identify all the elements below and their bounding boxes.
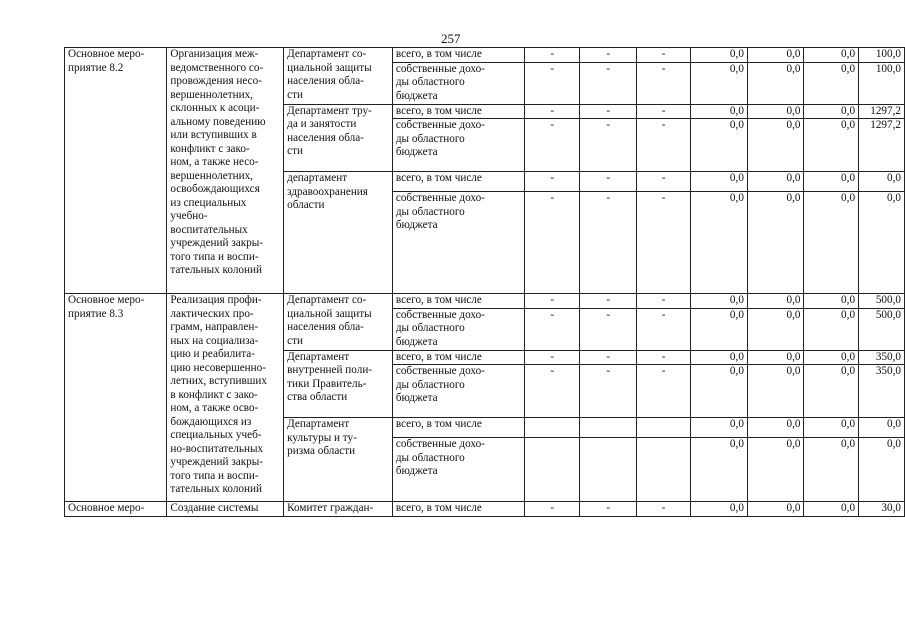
department-name: Комитет граждан-	[284, 502, 393, 517]
amount-cell-3: -	[636, 308, 690, 350]
funding-source: всего, в том числе	[392, 502, 524, 517]
amount-cell-5: 0,0	[747, 48, 804, 63]
amount-cell-2: -	[580, 172, 636, 192]
department-name: Департамент со- циальной защиты населения обла- сти	[284, 294, 393, 351]
amount-cell-3: -	[636, 104, 690, 119]
amount-cell-1: -	[525, 502, 580, 517]
amount-cell-5: 0,0	[747, 365, 804, 418]
amount-cell-6: 0,0	[804, 192, 859, 294]
amount-cell-1: -	[525, 119, 580, 172]
amount-cell-2: -	[580, 119, 636, 172]
department-name: Департамент внутренней поли- тики Правитель- ства области	[284, 350, 393, 418]
amount-cell-2: -	[580, 502, 636, 517]
amount-cell-6: 0,0	[804, 308, 859, 350]
amount-cell-5: 0,0	[747, 438, 804, 502]
amount-cell-1: -	[525, 48, 580, 63]
amount-cell-6: 0,0	[804, 119, 859, 172]
amount-cell-2: -	[580, 308, 636, 350]
amount-cell-7: 1297,2	[859, 119, 905, 172]
amount-cell-1: -	[525, 308, 580, 350]
amount-cell-7: 500,0	[859, 308, 905, 350]
amount-cell-7: 350,0	[859, 350, 905, 365]
amount-cell-2	[580, 418, 636, 438]
amount-cell-5: 0,0	[747, 350, 804, 365]
measure-name: Основное меро- приятие 8.3	[65, 294, 167, 502]
amount-cell-4: 0,0	[691, 350, 748, 365]
amount-cell-1: -	[525, 192, 580, 294]
funding-source: всего, в том числе	[392, 48, 524, 63]
funding-source: всего, в том числе	[392, 350, 524, 365]
amount-cell-6: 0,0	[804, 502, 859, 517]
amount-cell-6: 0,0	[804, 350, 859, 365]
amount-cell-3: -	[636, 365, 690, 418]
page-number: 257	[441, 31, 461, 46]
table-row	[65, 294, 905, 309]
amount-cell-4: 0,0	[691, 48, 748, 63]
amount-cell-3: -	[636, 62, 690, 104]
measure-description: Создание системы	[167, 502, 284, 517]
amount-cell-6: 0,0	[804, 172, 859, 192]
funding-source: собственные дохо- ды областного бюджета	[392, 62, 524, 104]
amount-cell-4: 0,0	[691, 104, 748, 119]
amount-cell-2: -	[580, 62, 636, 104]
amount-cell-3: -	[636, 172, 690, 192]
amount-cell-1: -	[525, 62, 580, 104]
amount-cell-7: 0,0	[859, 418, 905, 438]
amount-cell-3: -	[636, 350, 690, 365]
amount-cell-1	[525, 418, 580, 438]
amount-cell-6: 0,0	[804, 365, 859, 418]
amount-cell-5: 0,0	[747, 418, 804, 438]
amount-cell-6: 0,0	[804, 62, 859, 104]
department-name: Департамент культуры и ту- ризма области	[284, 418, 393, 502]
department-name: департамент здравоохранения области	[284, 172, 393, 294]
amount-cell-4: 0,0	[691, 502, 748, 517]
funding-source: собственные дохо- ды областного бюджета	[392, 119, 524, 172]
budget-table	[64, 47, 905, 517]
funding-source: всего, в том числе	[392, 104, 524, 119]
measure-description: Организация меж- ведомственного со- провождения несо- вершеннолетних, склонных к асоци- альному поведению или вступивших в конфликт с зако- ном, а также несо- вершеннолетних, освобождающихся из специальных учебно- воспитательных учреждений закры- того типа и воспи- тательных колоний	[167, 48, 284, 294]
amount-cell-1: -	[525, 365, 580, 418]
amount-cell-4: 0,0	[691, 192, 748, 294]
funding-source: собственные дохо- ды областного бюджета	[392, 192, 524, 294]
amount-cell-3	[636, 438, 690, 502]
amount-cell-5: 0,0	[747, 104, 804, 119]
amount-cell-7: 0,0	[859, 172, 905, 192]
amount-cell-5: 0,0	[747, 294, 804, 309]
funding-source: собственные дохо- ды областного бюджета	[392, 365, 524, 418]
amount-cell-4: 0,0	[691, 308, 748, 350]
amount-cell-3: -	[636, 48, 690, 63]
amount-cell-4: 0,0	[691, 438, 748, 502]
amount-cell-3: -	[636, 502, 690, 517]
amount-cell-7: 100,0	[859, 48, 905, 63]
amount-cell-5: 0,0	[747, 502, 804, 517]
amount-cell-6: 0,0	[804, 294, 859, 309]
amount-cell-2: -	[580, 350, 636, 365]
amount-cell-4: 0,0	[691, 62, 748, 104]
amount-cell-4: 0,0	[691, 294, 748, 309]
measure-name: Основное меро- приятие 8.2	[65, 48, 167, 294]
table-row	[65, 48, 905, 63]
amount-cell-3: -	[636, 119, 690, 172]
amount-cell-2: -	[580, 48, 636, 63]
amount-cell-2: -	[580, 104, 636, 119]
amount-cell-3: -	[636, 192, 690, 294]
amount-cell-4: 0,0	[691, 365, 748, 418]
amount-cell-5: 0,0	[747, 62, 804, 104]
amount-cell-7: 0,0	[859, 438, 905, 502]
amount-cell-1: -	[525, 294, 580, 309]
amount-cell-2: -	[580, 192, 636, 294]
amount-cell-4: 0,0	[691, 172, 748, 192]
amount-cell-2: -	[580, 294, 636, 309]
amount-cell-2	[580, 438, 636, 502]
amount-cell-5: 0,0	[747, 172, 804, 192]
amount-cell-7: 0,0	[859, 192, 905, 294]
amount-cell-5: 0,0	[747, 119, 804, 172]
amount-cell-7: 350,0	[859, 365, 905, 418]
amount-cell-6: 0,0	[804, 438, 859, 502]
amount-cell-1: -	[525, 172, 580, 192]
amount-cell-6: 0,0	[804, 104, 859, 119]
funding-source: всего, в том числе	[392, 418, 524, 438]
funding-source: всего, в том числе	[392, 172, 524, 192]
amount-cell-4: 0,0	[691, 119, 748, 172]
amount-cell-1: -	[525, 104, 580, 119]
amount-cell-7: 500,0	[859, 294, 905, 309]
department-name: Департамент со- циальной защиты населения обла- сти	[284, 48, 393, 105]
amount-cell-1: -	[525, 350, 580, 365]
amount-cell-5: 0,0	[747, 308, 804, 350]
funding-source: всего, в том числе	[392, 294, 524, 309]
measure-description: Реализация профи- лактических про- грамм, направлен- ных на социализа- цию и реабилита- цию несовершенно- летних, вступивших в конфликт с зако- ном, а также осво- бождающихся из специальных учеб- но-воспитательных учреждений закры- того типа и воспи- тательных колоний	[167, 294, 284, 502]
amount-cell-3: -	[636, 294, 690, 309]
amount-cell-3	[636, 418, 690, 438]
amount-cell-2: -	[580, 365, 636, 418]
department-name: Департамент тру- да и занятости населения обла- сти	[284, 104, 393, 172]
amount-cell-5: 0,0	[747, 192, 804, 294]
amount-cell-7: 30,0	[859, 502, 905, 517]
amount-cell-6: 0,0	[804, 418, 859, 438]
measure-name: Основное меро-	[65, 502, 167, 517]
funding-source: собственные дохо- ды областного бюджета	[392, 438, 524, 502]
amount-cell-1	[525, 438, 580, 502]
amount-cell-7: 1297,2	[859, 104, 905, 119]
amount-cell-7: 100,0	[859, 62, 905, 104]
table-row	[65, 502, 905, 517]
amount-cell-6: 0,0	[804, 48, 859, 63]
amount-cell-4: 0,0	[691, 418, 748, 438]
funding-source: собственные дохо- ды областного бюджета	[392, 308, 524, 350]
